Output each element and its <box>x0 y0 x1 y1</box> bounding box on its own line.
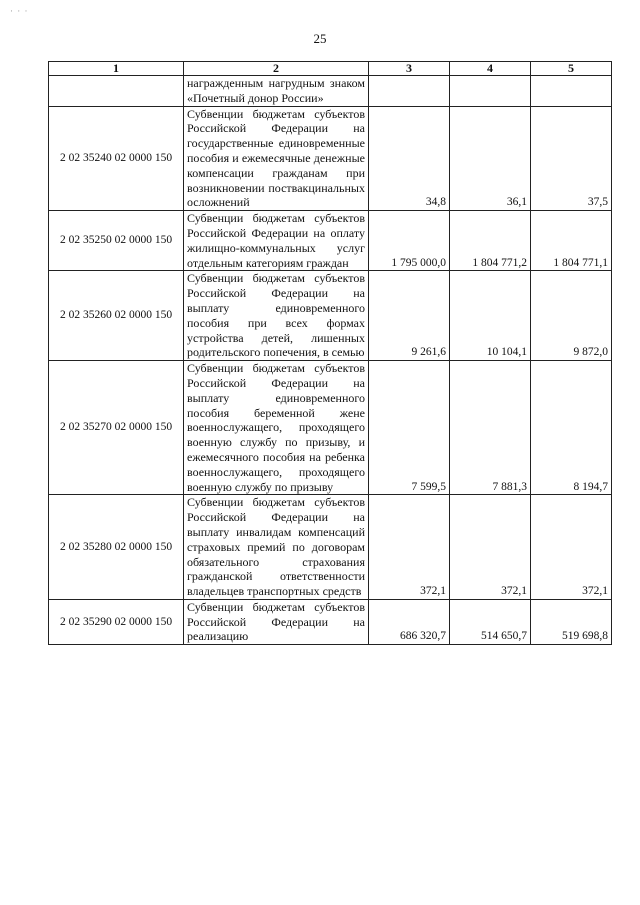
table-row <box>49 599 612 644</box>
value-col-3-cell: 686 320,7 <box>369 599 450 644</box>
value-col-3-cell: 7 599,5 <box>369 361 450 495</box>
value-col-5-cell: 372,1 <box>531 495 612 600</box>
value-col-5-cell: 8 194,7 <box>531 361 612 495</box>
header-col-5: 5 <box>531 62 612 76</box>
table-row <box>49 361 612 495</box>
value-col-4-cell: 372,1 <box>450 495 531 600</box>
header-col-2: 2 <box>184 62 369 76</box>
value-col-3-cell <box>369 76 450 107</box>
header-row <box>49 62 612 76</box>
value-col-4-cell: 10 104,1 <box>450 271 531 361</box>
budget-code-cell: 2 02 35260 02 0000 150 <box>49 271 184 361</box>
value-col-3-cell: 372,1 <box>369 495 450 600</box>
value-col-3-cell: 9 261,6 <box>369 271 450 361</box>
value-col-4-cell: 7 881,3 <box>450 361 531 495</box>
table-row <box>49 106 612 211</box>
value-col-3-cell: 1 795 000,0 <box>369 211 450 271</box>
description-cell: Субвенции бюджетам субъектов Российской Федерации на выплату единовременного пособия при всех формах устройства детей, лишенных родительского попечения, в семью <box>184 271 369 361</box>
value-col-5-cell: 37,5 <box>531 106 612 211</box>
description-cell: Субвенции бюджетам субъектов Российской Федерации на государственные единовременные пособия и ежемесячные денежные компенсации гражданам при возникновении поствакцинальных осложнений <box>184 106 369 211</box>
table-row <box>49 271 612 361</box>
value-col-5-cell: 1 804 771,1 <box>531 211 612 271</box>
table-row <box>49 495 612 600</box>
description-cell: награжденным нагрудным знаком «Почетный донор России» <box>184 76 369 107</box>
value-col-5-cell: 9 872,0 <box>531 271 612 361</box>
table-row <box>49 211 612 271</box>
value-col-5-cell: 519 698,8 <box>531 599 612 644</box>
budget-revenue-table <box>48 61 612 645</box>
header-col-1: 1 <box>49 62 184 76</box>
budget-code-cell: 2 02 35250 02 0000 150 <box>49 211 184 271</box>
value-col-5-cell <box>531 76 612 107</box>
budget-code-cell: 2 02 35240 02 0000 150 <box>49 106 184 211</box>
budget-code-cell <box>49 76 184 107</box>
description-cell: Субвенции бюджетам субъектов Российской Федерации на реализацию <box>184 599 369 644</box>
description-cell: Субвенции бюджетам субъектов Российской Федерации на выплату единовременного пособия беременной жене военнослужащего, проходящего военную службу по призыву, и ежемесячного пособия на ребенка военнослужащего, проходящего военную службу по призыву <box>184 361 369 495</box>
description-cell: Субвенции бюджетам субъектов Российской Федерации на выплату инвалидам компенсаций страховых премий по договорам обязательного страхования гражданской ответственности владельцев транспортных средств <box>184 495 369 600</box>
value-col-4-cell <box>450 76 531 107</box>
scan-mark: · · · <box>10 6 29 16</box>
description-cell: Субвенции бюджетам субъектов Российской Федерации на оплату жилищно-коммунальных услуг отдельным категориям граждан <box>184 211 369 271</box>
value-col-3-cell: 34,8 <box>369 106 450 211</box>
page-number: 25 <box>313 31 327 46</box>
value-col-4-cell: 1 804 771,2 <box>450 211 531 271</box>
table-row <box>49 76 612 107</box>
budget-code-cell: 2 02 35290 02 0000 150 <box>49 599 184 644</box>
value-col-4-cell: 514 650,7 <box>450 599 531 644</box>
budget-code-cell: 2 02 35270 02 0000 150 <box>49 361 184 495</box>
header-col-4: 4 <box>450 62 531 76</box>
value-col-4-cell: 36,1 <box>450 106 531 211</box>
budget-code-cell: 2 02 35280 02 0000 150 <box>49 495 184 600</box>
header-col-3: 3 <box>369 62 450 76</box>
